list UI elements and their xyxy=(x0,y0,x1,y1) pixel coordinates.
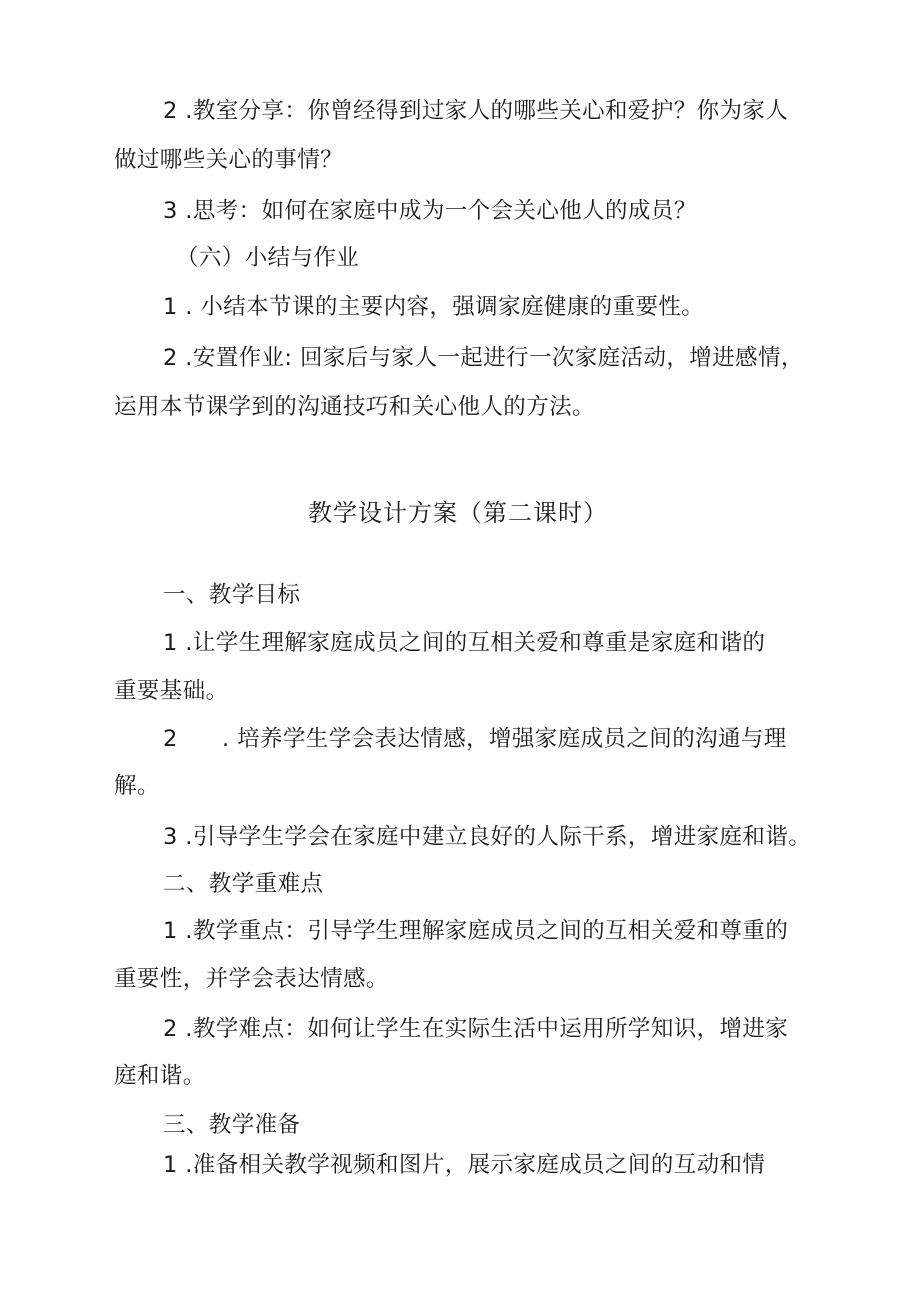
prev-item3: 3 .思考：如何在家庭中成为一个会关心他人的成员？ xyxy=(163,198,697,224)
prev-item2-line1: 2 .教室分享：你曾经得到过家人的哪些关心和爱护？你为家人 xyxy=(163,98,789,124)
summary-item1: 1 . 小结本节课的主要内容，强调家庭健康的重要性。 xyxy=(163,294,705,320)
obj2-line1: . 培养学生学会表达情感，增强家庭成员之间的沟通与理 xyxy=(222,726,787,752)
lesson2-title: 教学设计方案（第二课时） xyxy=(308,499,608,527)
kp2-line1: 2 .教学难点：如何让学生在实际生活中运用所学知识，增进家 xyxy=(163,1016,789,1042)
prep1-line1: 1 .准备相关教学视频和图片，展示家庭成员之间的互动和情 xyxy=(163,1152,766,1178)
obj1-line1: 1 .让学生理解家庭成员之间的互相关爱和尊重是家庭和谐的 xyxy=(163,630,766,656)
obj1-line2: 重要基础。 xyxy=(114,678,229,704)
kp1-line2: 重要性，并学会表达情感。 xyxy=(114,966,389,992)
summary-heading: （六）小结与作业 xyxy=(176,245,360,271)
obj2-number: 2 xyxy=(163,726,178,752)
kp2-line2: 庭和谐。 xyxy=(114,1063,206,1089)
obj2-line2: 解。 xyxy=(114,773,160,799)
prep-heading: 三、教学准备 xyxy=(163,1112,301,1138)
summary-item2-line2: 运用本节课学到的沟通技巧和关心他人的方法。 xyxy=(114,394,595,420)
objectives-heading: 一、教学目标 xyxy=(163,582,301,608)
obj3: 3 .引导学生学会在家庭中建立良好的人际干系，增进家庭和谐。 xyxy=(163,824,812,850)
prev-item2-line2: 做过哪些关心的事情？ xyxy=(114,147,344,173)
summary-item2-line1: 2 .安置作业: 回家后与家人一起进行一次家庭活动，增进感情， xyxy=(163,345,804,371)
kp1-line1: 1 .教学重点：引导学生理解家庭成员之间的互相关爱和尊重的 xyxy=(163,918,789,944)
keypoints-heading: 二、教学重难点 xyxy=(163,871,324,897)
